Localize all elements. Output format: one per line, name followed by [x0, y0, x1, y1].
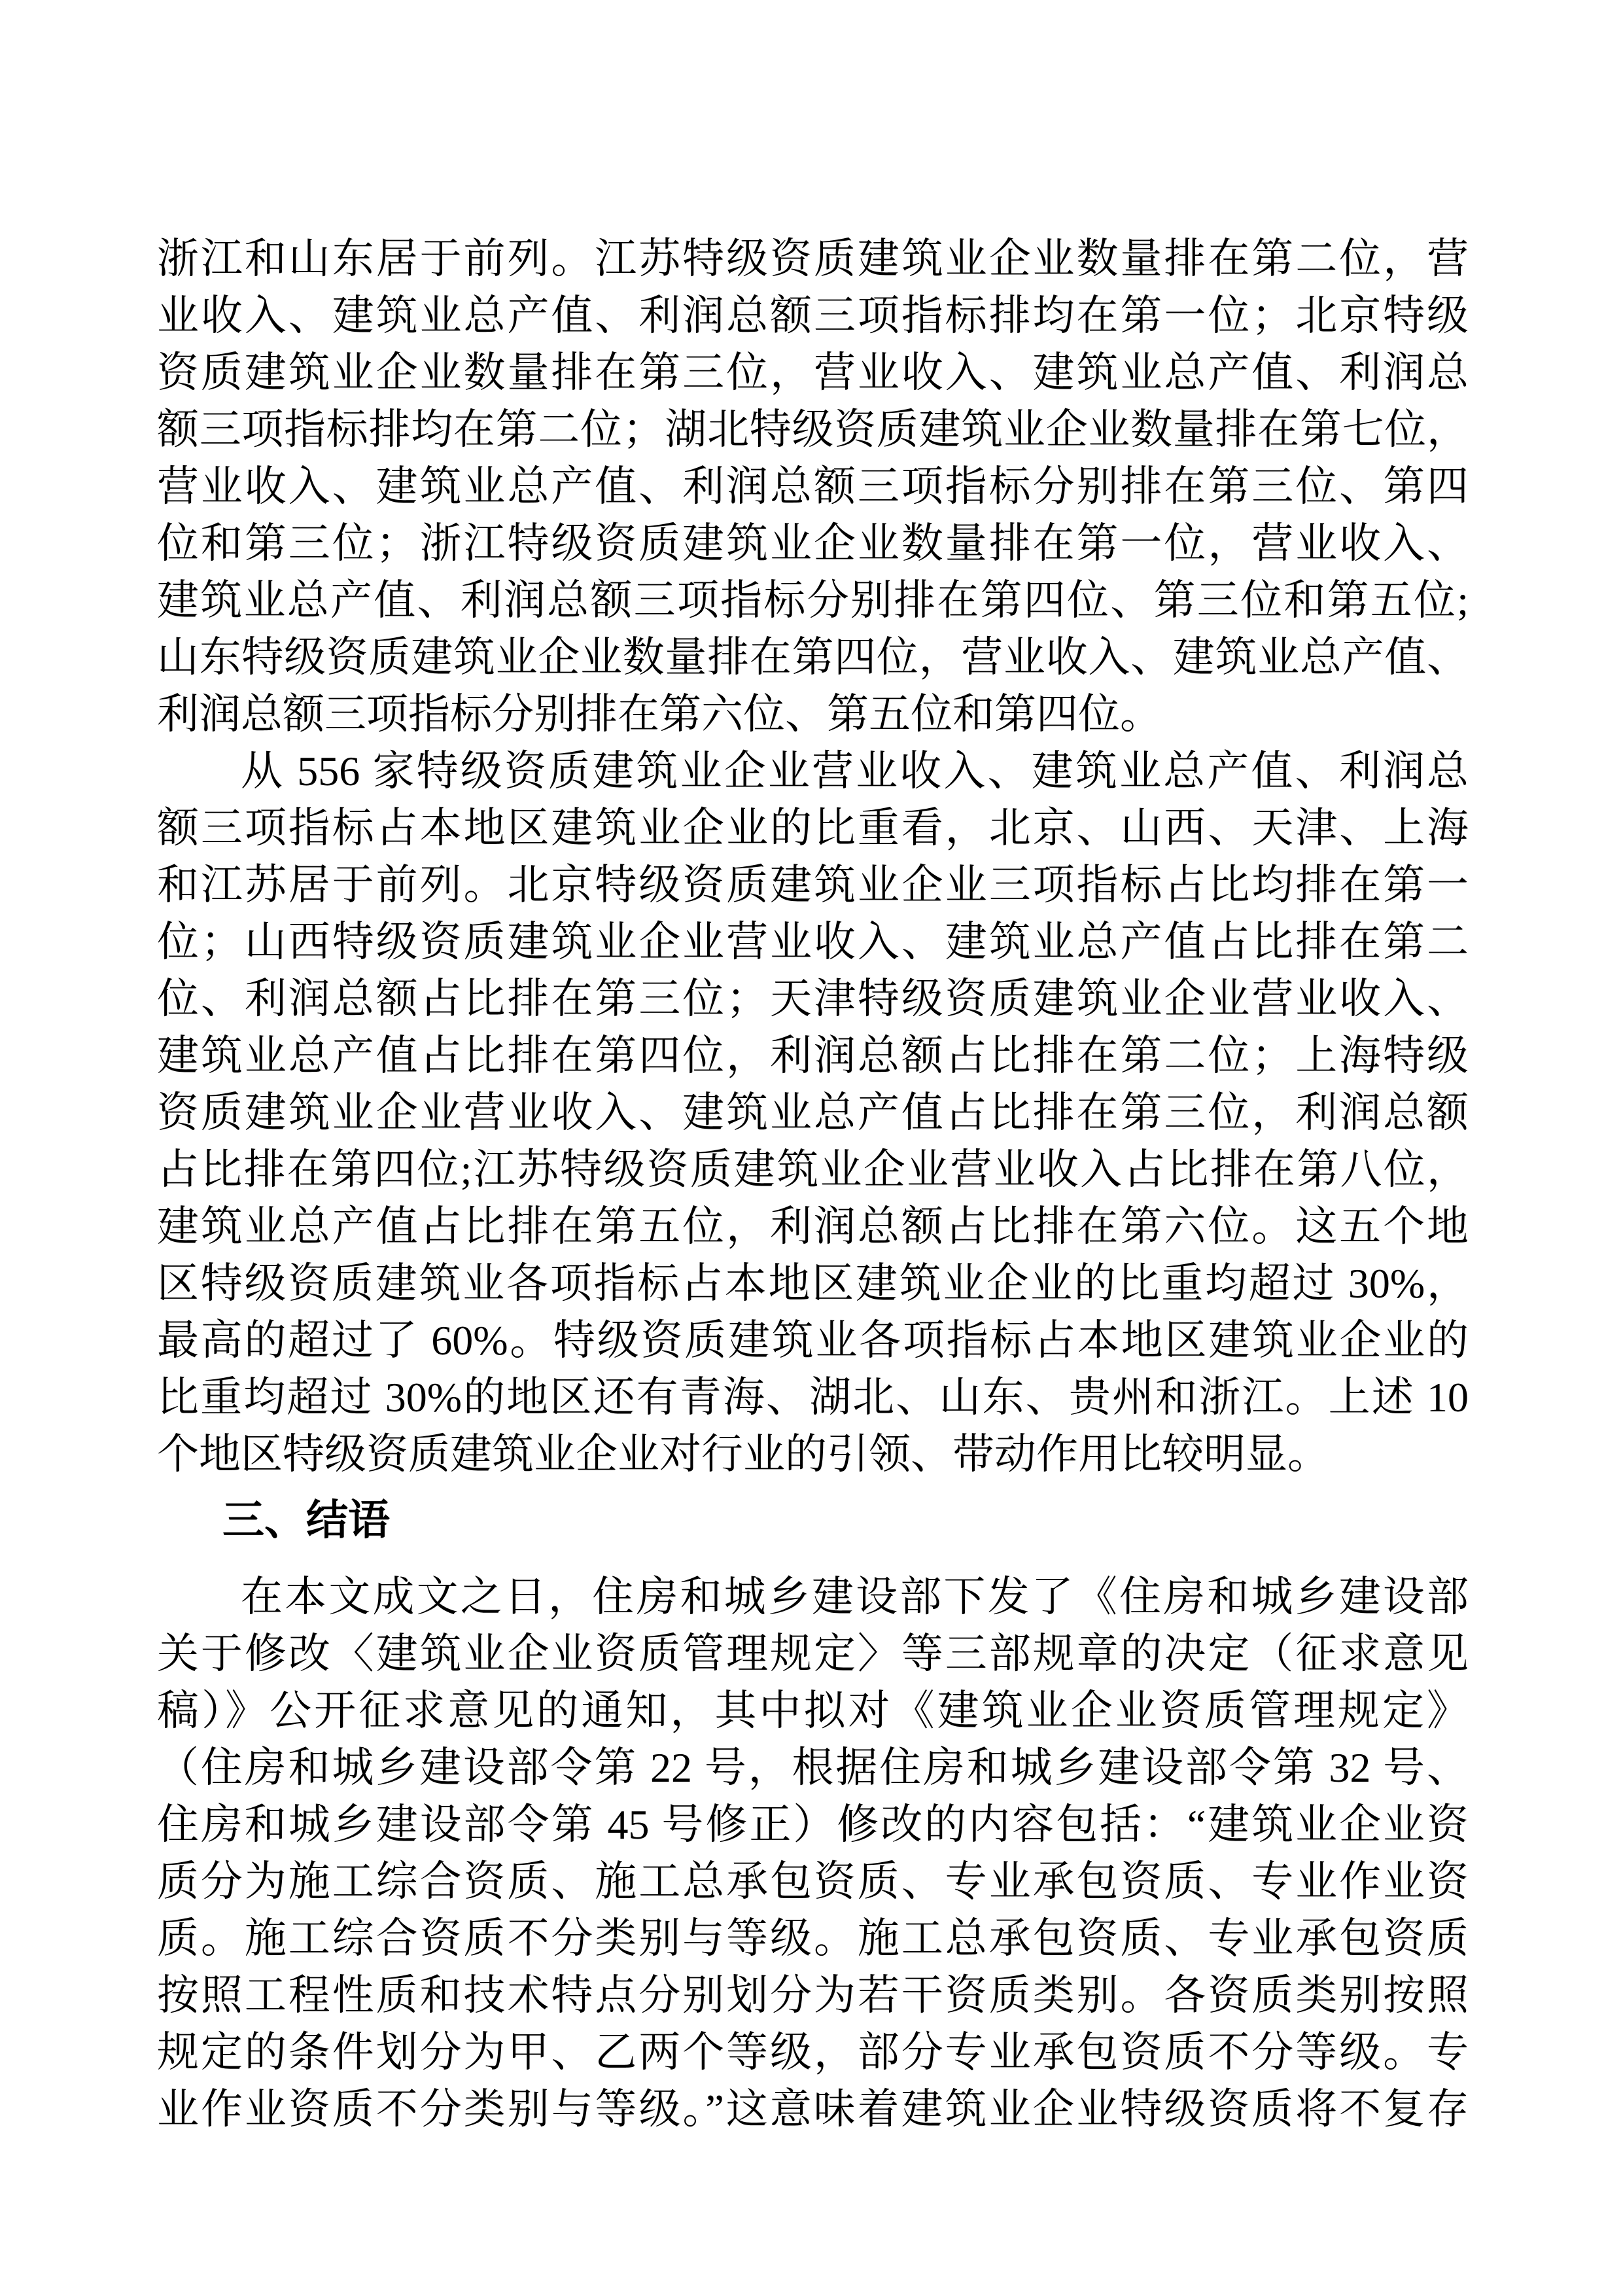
paragraph-ranking-by-indicators [157, 230, 1469, 743]
text-line: （住房和城乡建设部令第 22 号，根据住房和城乡建设部令第 32 号、 [157, 1744, 1469, 1791]
text-line: 占比排在第四位;江苏特级资质建筑业企业营业收入占比排在第八位， [157, 1146, 1469, 1193]
text-line: 业收入、建筑业总产值、利润总额三项指标排均在第一位；北京特级 [157, 292, 1469, 339]
text-line: 位、利润总额占比排在第三位；天津特级资质建筑业企业营业收入、 [157, 976, 1469, 1022]
text-line: 住房和城乡建设部令第 45 号修正）修改的内容包括：“建筑业企业资 [157, 1801, 1469, 1848]
text-line: 山东特级资质建筑业企业数量排在第四位，营业收入、建筑业总产值、 [157, 634, 1469, 680]
text-line: 质。施工综合资质不分类别与等级。施工总承包资质、专业承包资质 [157, 1915, 1469, 1962]
text-line: 规定的条件划分为甲、乙两个等级，部分专业承包资质不分等级。专 [157, 2029, 1469, 2075]
text-line: 浙江和山东居于前列。江苏特级资质建筑业企业数量排在第二位，营 [157, 236, 1469, 282]
text-line: 利润总额三项指标分别排在第六位、第五位和第四位。 [157, 691, 1162, 737]
text-block [157, 230, 1469, 2138]
text-line: 在本文成文之日，住房和城乡建设部下发了《住房和城乡建设部 [241, 1574, 1469, 1620]
text-line: 比重均超过 30%的地区还有青海、湖北、山东、贵州和浙江。上述 10 [157, 1374, 1469, 1421]
text-line: 资质建筑业企业营业收入、建筑业总产值占比排在第三位，利润总额 [157, 1089, 1469, 1136]
paragraph-conclusion [157, 1568, 1469, 2138]
text-line: 关于修改〈建筑业企业资质管理规定〉等三部规章的决定（征求意见 [157, 1631, 1469, 1677]
text-line: 区特级资质建筑业各项指标占本地区建筑业企业的比重均超过 30%， [157, 1260, 1469, 1307]
text-line: 建筑业总产值占比排在第五位，利润总额占比排在第六位。这五个地 [157, 1203, 1469, 1250]
text-line: 按照工程性质和技术特点分别划分为若干资质类别。各资质类别按照 [157, 1972, 1469, 2019]
text-line: 位和第三位；浙江特级资质建筑业企业数量排在第一位，营业收入、 [157, 520, 1469, 567]
text-line: 质分为施工综合资质、施工总承包资质、专业承包资质、专业作业资 [157, 1858, 1469, 1905]
text-line: 建筑业总产值、利润总额三项指标分别排在第四位、第三位和第五位; [157, 577, 1469, 624]
text-line: 最高的超过了 60%。特级资质建筑业各项指标占本地区建筑业企业的 [157, 1317, 1469, 1364]
paragraph-share-of-region [157, 743, 1469, 1483]
text-line: 营业收入、建筑业总产值、利润总额三项指标分别排在第三位、第四 [157, 463, 1469, 510]
section-heading-conclusion: 三、结语 [222, 1496, 390, 1544]
text-line: 从 556 家特级资质建筑业企业营业收入、建筑业总产值、利润总 [241, 748, 1469, 794]
text-line: 资质建筑业企业数量排在第三位，营业收入、建筑业总产值、利润总 [157, 349, 1469, 396]
text-line: 稿）》公开征求意见的通知，其中拟对《建筑业企业资质管理规定》 [157, 1687, 1469, 1734]
text-line: 位；山西特级资质建筑业企业营业收入、建筑业总产值占比排在第二 [157, 919, 1469, 965]
text-line: 建筑业总产值占比排在第四位，利润总额占比排在第二位；上海特级 [157, 1033, 1469, 1079]
text-line: 额三项指标排均在第二位；湖北特级资质建筑业企业数量排在第七位， [157, 406, 1469, 453]
text-line: 业作业资质不分类别与等级。”这意味着建筑业企业特级资质将不复存 [157, 2086, 1469, 2132]
text-line: 和江苏居于前列。北京特级资质建筑业企业三项指标占比均排在第一 [157, 862, 1469, 908]
text-line: 个地区特级资质建筑业企业对行业的引领、带动作用比较明显。 [157, 1431, 1329, 1477]
text-line: 额三项指标占本地区建筑业企业的比重看，北京、山西、天津、上海 [157, 805, 1469, 851]
